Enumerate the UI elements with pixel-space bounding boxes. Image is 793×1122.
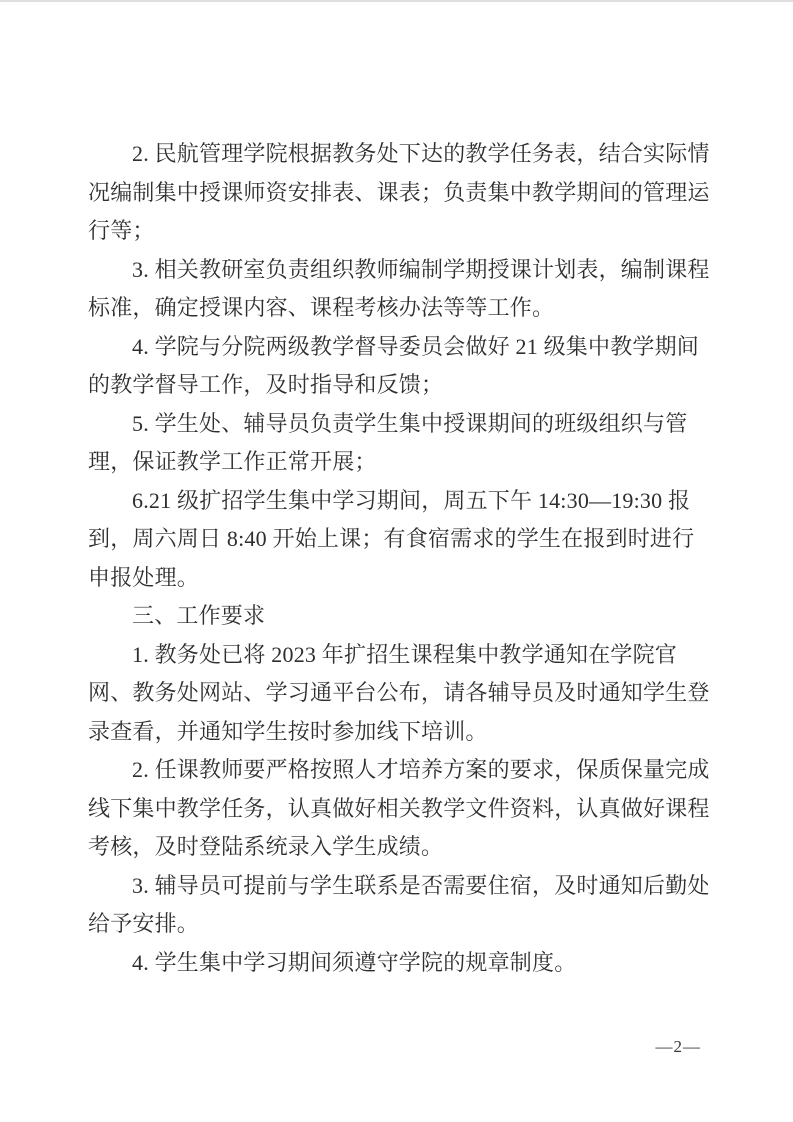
document-body bbox=[88, 135, 710, 982]
text-line: 线下集中教学任务，认真做好相关教学文件资料，认真做好课程 bbox=[88, 795, 710, 821]
text-line: 三、工作要求 bbox=[132, 603, 266, 628]
text-line: 4. 学院与分院两级教学督导委员会做好 21 级集中教学期间 bbox=[132, 333, 700, 359]
text-line: 4. 学生集中学习期间须遵守学院的规章制度。 bbox=[132, 949, 577, 975]
text-line: 给予安排。 bbox=[88, 911, 200, 936]
text-line: 网、教务处网站、学习通平台公布，请各辅导员及时通知学生登 bbox=[88, 680, 710, 705]
text-line: 录查看，并通知学生按时参加线下培训。 bbox=[88, 718, 488, 744]
text-line: 理，保证教学工作正常开展； bbox=[88, 449, 377, 474]
text-line: 2. 任课教师要严格按照人才培养方案的要求，保质保量完成 bbox=[132, 757, 710, 782]
text-line: 3. 辅导员可提前与学生联系是否需要住宿，及时通知后勤处 bbox=[132, 872, 710, 898]
text-line: 3. 相关教研室负责组织教师编制学期授课计划表，编制课程 bbox=[132, 256, 710, 282]
text-line: 申报处理。 bbox=[88, 564, 200, 590]
scan-edge-artifact bbox=[0, 0, 793, 2]
text-line: 标准，确定授课内容、课程考核办法等等工作。 bbox=[88, 295, 555, 320]
text-line: 的教学督导工作，及时指导和反馈； bbox=[88, 372, 444, 397]
text-line: 况编制集中授课师资安排表、课表；负责集中教学期间的管理运 bbox=[88, 179, 710, 205]
text-line: 行等； bbox=[88, 218, 155, 243]
text-line: 2. 民航管理学院根据教务处下达的教学任务表，结合实际情 bbox=[132, 141, 710, 166]
text-line: 5. 学生处、辅导员负责学生集中授课期间的班级组织与管 bbox=[132, 410, 688, 436]
text-line: 6.21 级扩招学生集中学习期间，周五下午 14:30—19:30 报 bbox=[132, 487, 691, 513]
text-line: 考核，及时登陆系统录入学生成绩。 bbox=[88, 834, 444, 859]
text-line: 1. 教务处已将 2023 年扩招生课程集中教学通知在学院官 bbox=[132, 641, 678, 667]
page-number: —2— bbox=[655, 1037, 701, 1056]
text-line: 到，周六周日 8:40 开始上课；有食宿需求的学生在报到时进行 bbox=[88, 526, 695, 551]
